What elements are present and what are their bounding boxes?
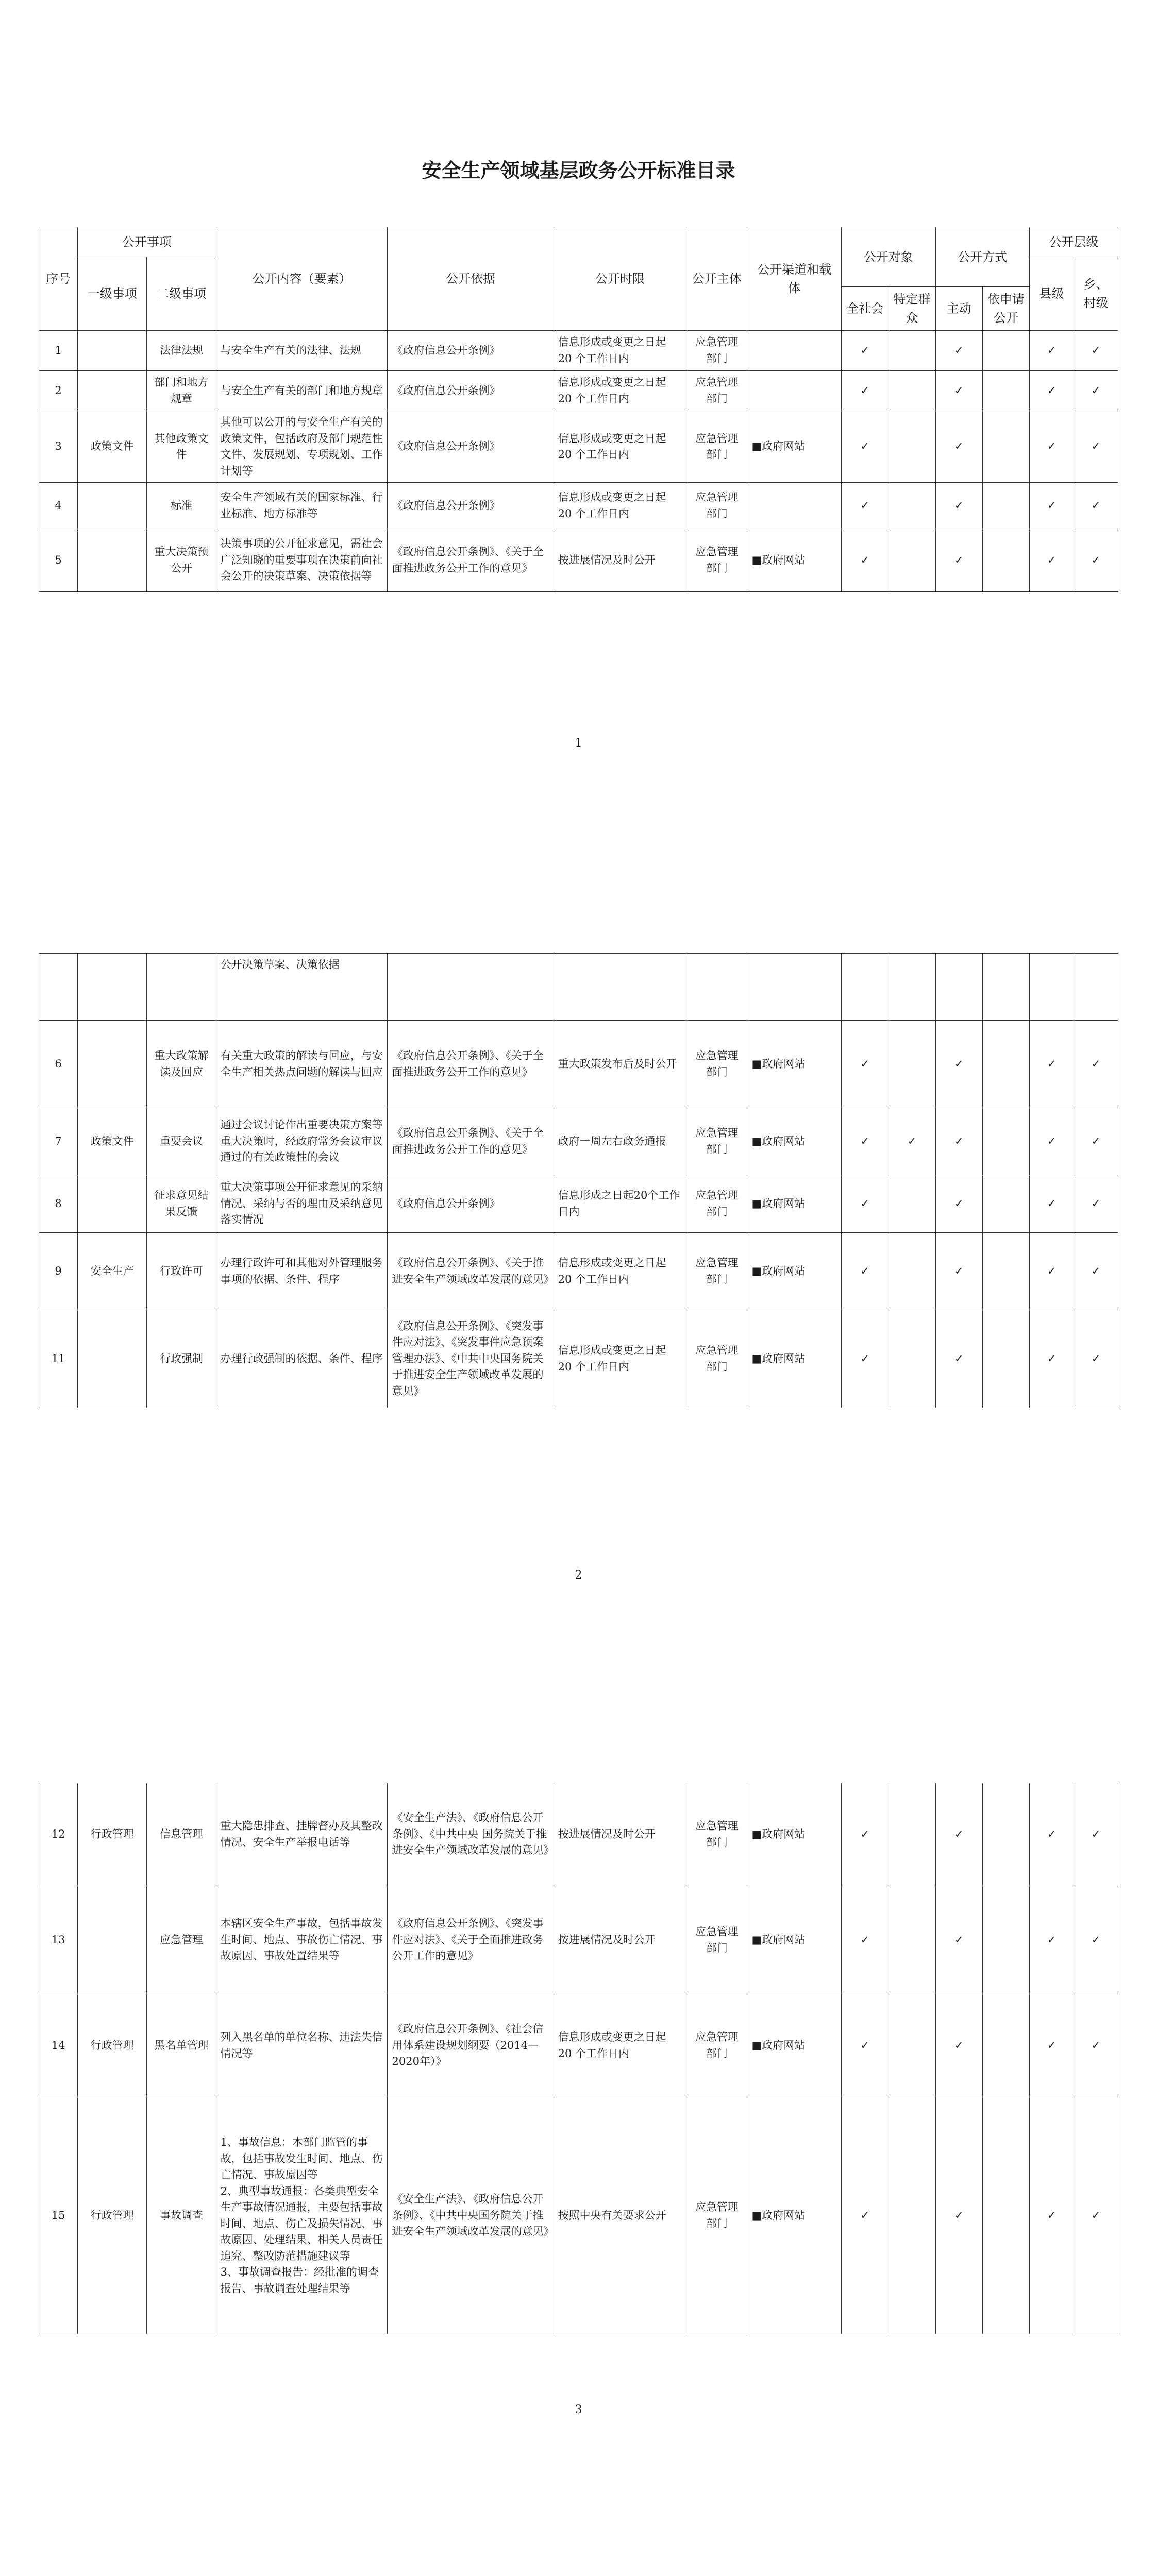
table-row bbox=[39, 1783, 1118, 1886]
row-subject: 应急管理部门 bbox=[686, 411, 747, 483]
row-basis: 《政府信息公开条例》、《关于推进安全生产领域改革发展的意见》 bbox=[388, 1233, 554, 1310]
row-level2: 重要会议 bbox=[147, 1108, 216, 1175]
table-row bbox=[39, 1233, 1118, 1310]
row-apply-check bbox=[982, 1783, 1029, 1886]
row-county-check: ✓ bbox=[1030, 1108, 1074, 1175]
col-county-header: 县级 bbox=[1030, 257, 1074, 331]
page-number: 2 bbox=[575, 1569, 582, 1582]
row-county-check: ✓ bbox=[1030, 1783, 1074, 1886]
row-county-check: ✓ bbox=[1030, 331, 1074, 371]
document-title: 安全生产领域基层政务公开标准目录 bbox=[422, 159, 735, 182]
row-subject: 应急管理部门 bbox=[686, 1108, 747, 1175]
row-channel bbox=[747, 483, 842, 529]
empty-cell bbox=[388, 954, 554, 1021]
col-target-header: 公开对象 bbox=[842, 227, 936, 287]
row-active-check: ✓ bbox=[935, 1021, 982, 1108]
row-content: 决策事项的公开征求意见，需社会广泛知晓的重要事项在决策前向社会公开的决策草案、决策依据等 bbox=[216, 529, 388, 592]
row-apply-check bbox=[982, 1886, 1029, 1994]
row-spec-check: ✓ bbox=[888, 1108, 935, 1175]
row-all-check: ✓ bbox=[842, 1783, 888, 1886]
row-seq: 4 bbox=[39, 483, 78, 529]
empty-cell bbox=[888, 954, 935, 1021]
row-timing: 重大政策发布后及时公开 bbox=[554, 1021, 686, 1108]
row-level1 bbox=[78, 371, 147, 411]
row-county-check: ✓ bbox=[1030, 1310, 1074, 1408]
row-basis: 《政府信息公开条例》 bbox=[388, 331, 554, 371]
row-spec-check bbox=[888, 1021, 935, 1108]
row-timing: 信息形成或变更之日起 20 个工作日内 bbox=[554, 1994, 686, 2097]
row-content: 办理行政强制的依据、条件、程序 bbox=[216, 1310, 388, 1408]
empty-cell bbox=[686, 954, 747, 1021]
table-row bbox=[39, 529, 1118, 592]
row-level2: 重大政策解读及回应 bbox=[147, 1021, 216, 1108]
row-county-check: ✓ bbox=[1030, 1994, 1074, 2097]
row-seq: 15 bbox=[39, 2097, 78, 2334]
table-row bbox=[39, 483, 1118, 529]
row-county-check: ✓ bbox=[1030, 1175, 1074, 1233]
row-county-check: ✓ bbox=[1030, 2097, 1074, 2334]
row-all-check: ✓ bbox=[842, 1886, 888, 1994]
row-spec-check bbox=[888, 1886, 935, 1994]
table-row bbox=[39, 2097, 1118, 2334]
empty-cell bbox=[982, 954, 1029, 1021]
row-spec-check bbox=[888, 1175, 935, 1233]
row-basis: 《安全生产法》、《政府信息公开条例》、《中共中央国务院关于推进安全生产领域改革发展的意见》 bbox=[388, 2097, 554, 2334]
row-active-check: ✓ bbox=[935, 529, 982, 592]
row-level2: 事故调查 bbox=[147, 2097, 216, 2334]
col-all-header: 全社会 bbox=[842, 287, 888, 331]
row-level1: 政策文件 bbox=[78, 1108, 147, 1175]
empty-cell bbox=[1074, 954, 1118, 1021]
row-timing: 信息形成或变更之日起 20 个工作日内 bbox=[554, 411, 686, 483]
row-county-check: ✓ bbox=[1030, 371, 1074, 411]
row-channel bbox=[747, 371, 842, 411]
row-town-check: ✓ bbox=[1074, 1310, 1118, 1408]
row-timing: 按进展情况及时公开 bbox=[554, 1783, 686, 1886]
row-basis: 《政府信息公开条例》、《突发事件应对法》、《关于全面推进政务公开工作的意见》 bbox=[388, 1886, 554, 1994]
row-spec-check bbox=[888, 371, 935, 411]
row-level2: 其他政策文件 bbox=[147, 411, 216, 483]
row-seq: 12 bbox=[39, 1783, 78, 1886]
row-all-check: ✓ bbox=[842, 1233, 888, 1310]
row-subject: 应急管理部门 bbox=[686, 1886, 747, 1994]
table-row bbox=[39, 411, 1118, 483]
row-spec-check bbox=[888, 411, 935, 483]
row-level1: 行政管理 bbox=[78, 1783, 147, 1886]
row-town-check: ✓ bbox=[1074, 331, 1118, 371]
row-channel: ■政府网站 bbox=[747, 411, 842, 483]
row-county-check: ✓ bbox=[1030, 483, 1074, 529]
col-level2-header: 二级事项 bbox=[147, 257, 216, 331]
row-subject: 应急管理部门 bbox=[686, 1783, 747, 1886]
empty-cell bbox=[147, 954, 216, 1021]
col-seq-header: 序号 bbox=[39, 227, 78, 331]
row-timing: 按照中央有关要求公开 bbox=[554, 2097, 686, 2334]
row-level1 bbox=[78, 1886, 147, 1994]
row-timing: 信息形成或变更之日起 20 个工作日内 bbox=[554, 1310, 686, 1408]
row-basis: 《政府信息公开条例》 bbox=[388, 483, 554, 529]
row-town-check: ✓ bbox=[1074, 1994, 1118, 2097]
row-all-check: ✓ bbox=[842, 529, 888, 592]
row-all-check: ✓ bbox=[842, 1310, 888, 1408]
page-number: 3 bbox=[575, 2403, 582, 2416]
row-spec-check bbox=[888, 331, 935, 371]
row-active-check: ✓ bbox=[935, 2097, 982, 2334]
row-subject: 应急管理部门 bbox=[686, 2097, 747, 2334]
row-spec-check bbox=[888, 1994, 935, 2097]
row-active-check: ✓ bbox=[935, 1310, 982, 1408]
table-row bbox=[39, 1994, 1118, 2097]
row-active-check: ✓ bbox=[935, 411, 982, 483]
col-timing-header: 公开时限 bbox=[554, 227, 686, 331]
row-channel bbox=[747, 331, 842, 371]
row-town-check: ✓ bbox=[1074, 1021, 1118, 1108]
row-town-check: ✓ bbox=[1074, 411, 1118, 483]
row-seq: 8 bbox=[39, 1175, 78, 1233]
row-town-check: ✓ bbox=[1074, 371, 1118, 411]
row-level2: 征求意见结果反馈 bbox=[147, 1175, 216, 1233]
row-level2: 信息管理 bbox=[147, 1783, 216, 1886]
row-basis: 《政府信息公开条例》、《社会信用体系建设规划纲要（2014—2020年）》 bbox=[388, 1994, 554, 2097]
row-level2: 重大决策预公开 bbox=[147, 529, 216, 592]
col-level1-header: 一级事项 bbox=[78, 257, 147, 331]
row-all-check: ✓ bbox=[842, 331, 888, 371]
row-seq: 3 bbox=[39, 411, 78, 483]
col-method-header: 公开方式 bbox=[935, 227, 1030, 287]
row-channel: ■政府网站 bbox=[747, 1310, 842, 1408]
row-active-check: ✓ bbox=[935, 1886, 982, 1994]
row-town-check: ✓ bbox=[1074, 483, 1118, 529]
row-seq: 11 bbox=[39, 1310, 78, 1408]
row-level2: 应急管理 bbox=[147, 1886, 216, 1994]
row-active-check: ✓ bbox=[935, 1108, 982, 1175]
row-level1 bbox=[78, 529, 147, 592]
row-subject: 应急管理部门 bbox=[686, 529, 747, 592]
row-channel: ■政府网站 bbox=[747, 2097, 842, 2334]
row-county-check: ✓ bbox=[1030, 411, 1074, 483]
row-level2: 行政强制 bbox=[147, 1310, 216, 1408]
row-channel: ■政府网站 bbox=[747, 1175, 842, 1233]
row-content: 重大隐患排查、挂牌督办及其整改情况、安全生产举报电话等 bbox=[216, 1783, 388, 1886]
row-county-check: ✓ bbox=[1030, 529, 1074, 592]
row-content: 有关重大政策的解读与回应，与安全生产相关热点问题的解读与回应 bbox=[216, 1021, 388, 1108]
row-basis: 《安全生产法》、《政府信息公开条例》、《中共中央 国务院关于推进安全生产领域改革发展的意见》 bbox=[388, 1783, 554, 1886]
row-content: 其他可以公开的与安全生产有关的政策文件，包括政府及部门规范性文件、发展规划、专项规划、工作计划等 bbox=[216, 411, 388, 483]
table-row bbox=[39, 1108, 1118, 1175]
row-apply-check bbox=[982, 1310, 1029, 1408]
row-spec-check bbox=[888, 529, 935, 592]
row-town-check: ✓ bbox=[1074, 1233, 1118, 1310]
row-seq: 13 bbox=[39, 1886, 78, 1994]
row-subject: 应急管理部门 bbox=[686, 1310, 747, 1408]
row-seq: 6 bbox=[39, 1021, 78, 1108]
catalog-table-page-1 bbox=[39, 227, 1118, 592]
row-active-check: ✓ bbox=[935, 371, 982, 411]
row-seq: 1 bbox=[39, 331, 78, 371]
row-timing: 信息形成或变更之日起 20 个工作日内 bbox=[554, 483, 686, 529]
row-seq: 2 bbox=[39, 371, 78, 411]
row-spec-check bbox=[888, 1233, 935, 1310]
row-apply-check bbox=[982, 1108, 1029, 1175]
row-all-check: ✓ bbox=[842, 483, 888, 529]
row-basis: 《政府信息公开条例》 bbox=[388, 371, 554, 411]
col-apply-header: 依申请公开 bbox=[982, 287, 1029, 331]
row-level2: 行政许可 bbox=[147, 1233, 216, 1310]
row-content: 与安全生产有关的法律、法规 bbox=[216, 331, 388, 371]
row-timing: 政府一周左右政务通报 bbox=[554, 1108, 686, 1175]
row-basis: 《政府信息公开条例》、《突发事件应对法》、《突发事件应急预案管理办法》、《中共中央国务院关于推进安全生产领域改革发展的意见》 bbox=[388, 1310, 554, 1408]
row-apply-check bbox=[982, 529, 1029, 592]
row-seq: 9 bbox=[39, 1233, 78, 1310]
row-active-check: ✓ bbox=[935, 1783, 982, 1886]
row-level1 bbox=[78, 1021, 147, 1108]
row-seq: 5 bbox=[39, 529, 78, 592]
row-apply-check bbox=[982, 2097, 1029, 2334]
row-apply-check bbox=[982, 411, 1029, 483]
table-row bbox=[39, 1021, 1118, 1108]
row-all-check: ✓ bbox=[842, 411, 888, 483]
table-row bbox=[39, 371, 1118, 411]
row-basis: 《政府信息公开条例》 bbox=[388, 411, 554, 483]
empty-cell bbox=[78, 954, 147, 1021]
row-seq: 14 bbox=[39, 1994, 78, 2097]
row-level1: 政策文件 bbox=[78, 411, 147, 483]
table-row bbox=[39, 331, 1118, 371]
row-town-check: ✓ bbox=[1074, 529, 1118, 592]
empty-cell bbox=[842, 954, 888, 1021]
row-apply-check bbox=[982, 1175, 1029, 1233]
row-apply-check bbox=[982, 1021, 1029, 1108]
continuation-text: 公开决策草案、决策依据 bbox=[216, 954, 388, 1021]
row-active-check: ✓ bbox=[935, 1175, 982, 1233]
row-content: 1、事故信息：本部门监管的事故，包括事故发生时间、地点、伤亡情况、事故原因等 2、典型事故通报：各类典型安全生产事故情况通报，主要包括事故时间、地点、伤亡及损失情况、事故原因、处理结果、相关人员责任追究、整改防范措施建议等 3、事故调查报告：经批准的调查报告、事故调查处理结果等 bbox=[216, 2097, 388, 2334]
row-county-check: ✓ bbox=[1030, 1886, 1074, 1994]
row-channel: ■政府网站 bbox=[747, 1886, 842, 1994]
row-timing: 按进展情况及时公开 bbox=[554, 529, 686, 592]
empty-cell bbox=[1030, 954, 1074, 1021]
row-apply-check bbox=[982, 483, 1029, 529]
row-subject: 应急管理部门 bbox=[686, 331, 747, 371]
row-content: 列入黑名单的单位名称、违法失信情况等 bbox=[216, 1994, 388, 2097]
row-spec-check bbox=[888, 2097, 935, 2334]
row-all-check: ✓ bbox=[842, 1994, 888, 2097]
empty-cell bbox=[39, 954, 78, 1021]
empty-cell bbox=[554, 954, 686, 1021]
row-seq: 7 bbox=[39, 1108, 78, 1175]
row-county-check: ✓ bbox=[1030, 1233, 1074, 1310]
row-level1: 行政管理 bbox=[78, 2097, 147, 2334]
row-spec-check bbox=[888, 1783, 935, 1886]
row-active-check: ✓ bbox=[935, 331, 982, 371]
col-basis-header: 公开依据 bbox=[388, 227, 554, 331]
col-public-items-header: 公开事项 bbox=[78, 227, 216, 257]
empty-cell bbox=[935, 954, 982, 1021]
row-active-check: ✓ bbox=[935, 1994, 982, 2097]
col-active-header: 主动 bbox=[935, 287, 982, 331]
row-timing: 信息形成之日起20个工作日内 bbox=[554, 1175, 686, 1233]
row-channel: ■政府网站 bbox=[747, 1108, 842, 1175]
row-apply-check bbox=[982, 331, 1029, 371]
col-channel-header: 公开渠道和载体 bbox=[747, 227, 842, 331]
row-level1 bbox=[78, 483, 147, 529]
row-subject: 应急管理部门 bbox=[686, 1994, 747, 2097]
col-town-header: 乡、村级 bbox=[1074, 257, 1118, 331]
col-subject-header: 公开主体 bbox=[686, 227, 747, 331]
catalog-table-page-2 bbox=[39, 953, 1118, 1408]
row-town-check: ✓ bbox=[1074, 1783, 1118, 1886]
row-basis: 《政府信息公开条例》、《关于全面推进政务公开工作的意见》 bbox=[388, 1021, 554, 1108]
empty-cell bbox=[747, 954, 842, 1021]
row-subject: 应急管理部门 bbox=[686, 1175, 747, 1233]
row-county-check: ✓ bbox=[1030, 1021, 1074, 1108]
row-basis: 《政府信息公开条例》、《关于全面推进政务公开工作的意见》 bbox=[388, 1108, 554, 1175]
row-content: 重大决策事项公开征求意见的采纳情况、采纳与否的理由及采纳意见落实情况 bbox=[216, 1175, 388, 1233]
row-content: 与安全生产有关的部门和地方规章 bbox=[216, 371, 388, 411]
row-active-check: ✓ bbox=[935, 1233, 982, 1310]
row-all-check: ✓ bbox=[842, 371, 888, 411]
row-timing: 信息形成或变更之日起 20 个工作日内 bbox=[554, 331, 686, 371]
row-all-check: ✓ bbox=[842, 1021, 888, 1108]
row-level2: 法律法规 bbox=[147, 331, 216, 371]
row-content: 办理行政许可和其他对外管理服务事项的依据、条件、程序 bbox=[216, 1233, 388, 1310]
row-town-check: ✓ bbox=[1074, 2097, 1118, 2334]
row-apply-check bbox=[982, 1233, 1029, 1310]
col-specific-header: 特定群众 bbox=[888, 287, 935, 331]
row-timing: 按进展情况及时公开 bbox=[554, 1886, 686, 1994]
row-content: 安全生产领域有关的国家标准、行业标准、地方标准等 bbox=[216, 483, 388, 529]
row-apply-check bbox=[982, 371, 1029, 411]
row-level2: 黑名单管理 bbox=[147, 1994, 216, 2097]
row-all-check: ✓ bbox=[842, 1108, 888, 1175]
table-row bbox=[39, 1175, 1118, 1233]
row-level1: 安全生产 bbox=[78, 1233, 147, 1310]
table-row bbox=[39, 1886, 1118, 1994]
row-channel: ■政府网站 bbox=[747, 1994, 842, 2097]
col-level-header: 公开层级 bbox=[1030, 227, 1118, 257]
row-all-check: ✓ bbox=[842, 2097, 888, 2334]
row-level1 bbox=[78, 1310, 147, 1408]
row-active-check: ✓ bbox=[935, 483, 982, 529]
row-subject: 应急管理部门 bbox=[686, 1233, 747, 1310]
row-channel: ■政府网站 bbox=[747, 529, 842, 592]
row-content: 本辖区安全生产事故，包括事故发生时间、地点、事故伤亡情况、事故原因、事故处置结果等 bbox=[216, 1886, 388, 1994]
row-channel: ■政府网站 bbox=[747, 1783, 842, 1886]
continuation-row bbox=[39, 954, 1118, 1021]
row-level2: 标准 bbox=[147, 483, 216, 529]
row-level1 bbox=[78, 331, 147, 371]
row-channel: ■政府网站 bbox=[747, 1021, 842, 1108]
catalog-table-page-3 bbox=[39, 1783, 1118, 2334]
row-subject: 应急管理部门 bbox=[686, 1021, 747, 1108]
table-row bbox=[39, 1310, 1118, 1408]
row-spec-check bbox=[888, 1310, 935, 1408]
row-level1 bbox=[78, 1175, 147, 1233]
row-apply-check bbox=[982, 1994, 1029, 2097]
row-town-check: ✓ bbox=[1074, 1175, 1118, 1233]
row-subject: 应急管理部门 bbox=[686, 371, 747, 411]
row-timing: 信息形成或变更之日起 20 个工作日内 bbox=[554, 1233, 686, 1310]
row-level2: 部门和地方规章 bbox=[147, 371, 216, 411]
col-content-header: 公开内容（要素） bbox=[216, 227, 388, 331]
row-content: 通过会议讨论作出重要决策方案等重大决策时，经政府常务会议审议通过的有关政策性的会议 bbox=[216, 1108, 388, 1175]
row-level1: 行政管理 bbox=[78, 1994, 147, 2097]
row-all-check: ✓ bbox=[842, 1175, 888, 1233]
row-timing: 信息形成或变更之日起 20 个工作日内 bbox=[554, 371, 686, 411]
row-channel: ■政府网站 bbox=[747, 1233, 842, 1310]
row-basis: 《政府信息公开条例》 bbox=[388, 1175, 554, 1233]
row-basis: 《政府信息公开条例》、《关于全面推进政务公开工作的意见》 bbox=[388, 529, 554, 592]
page-number: 1 bbox=[575, 737, 582, 750]
row-town-check: ✓ bbox=[1074, 1886, 1118, 1994]
row-town-check: ✓ bbox=[1074, 1108, 1118, 1175]
row-spec-check bbox=[888, 483, 935, 529]
row-subject: 应急管理部门 bbox=[686, 483, 747, 529]
